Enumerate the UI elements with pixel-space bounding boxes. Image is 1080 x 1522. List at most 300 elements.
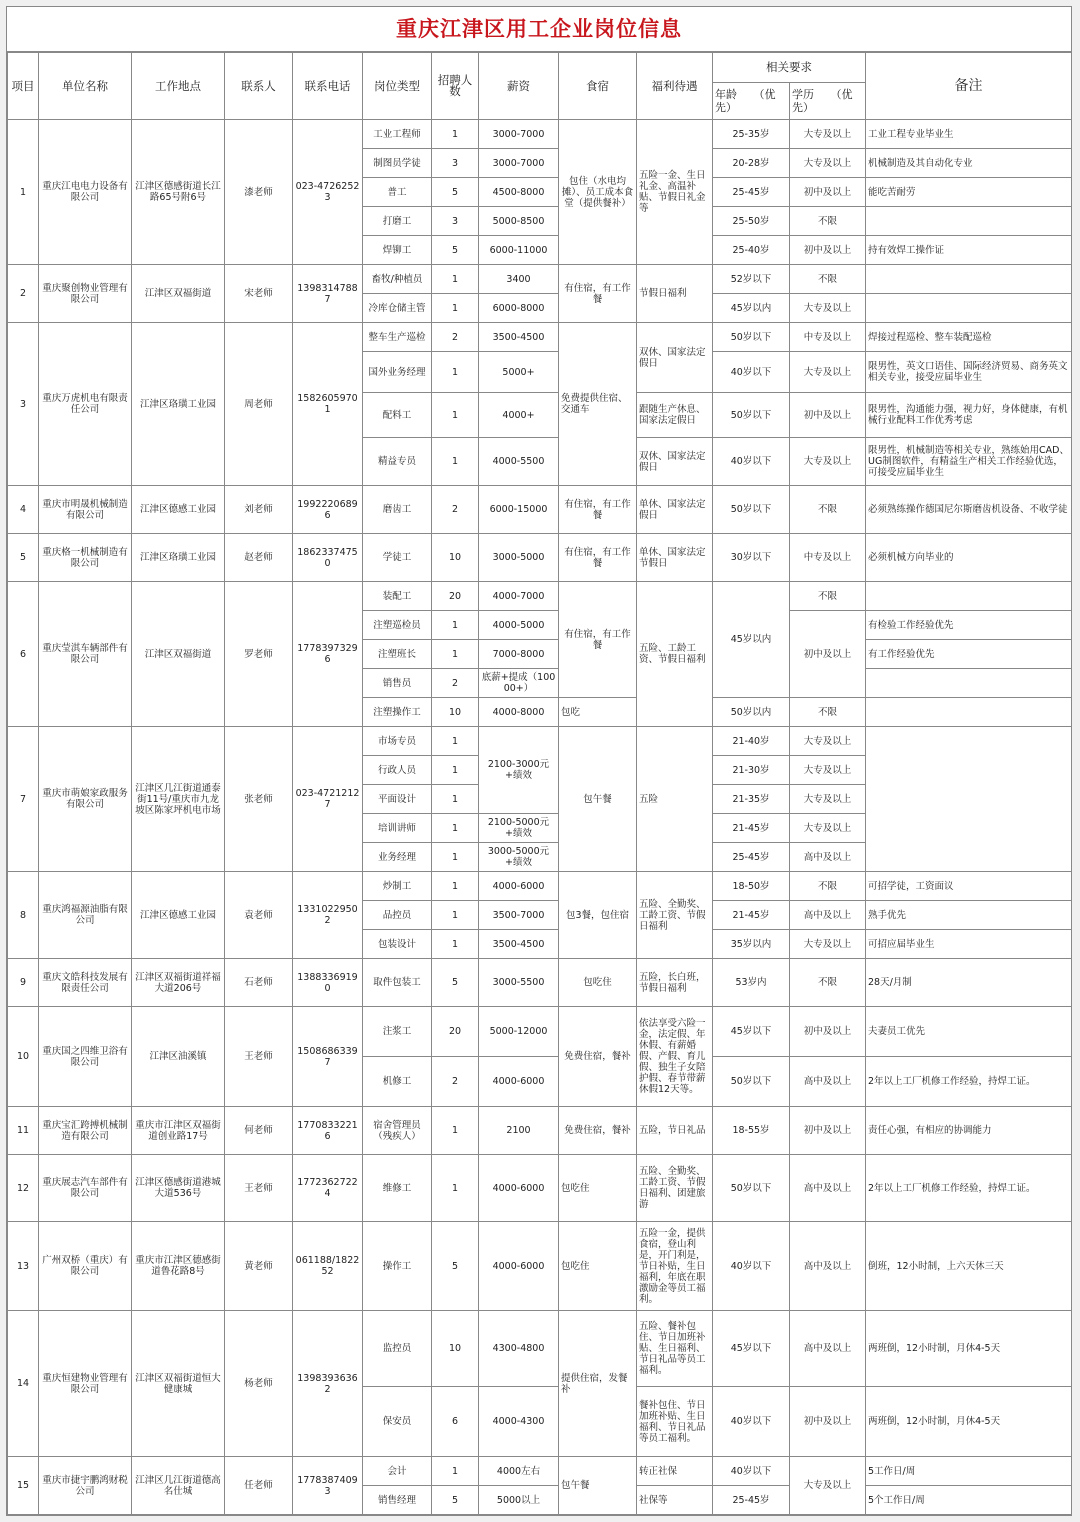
job-type: 焊铆工 <box>363 236 432 265</box>
row-idx: 7 <box>8 727 39 872</box>
job-type: 配料工 <box>363 393 432 438</box>
hire-count: 1 <box>432 393 479 438</box>
age-requirement: 25-35岁 <box>713 120 790 149</box>
note: 有检验工作经验优先 <box>866 611 1072 640</box>
row-idx: 2 <box>8 265 39 323</box>
age-requirement: 18-50岁 <box>713 872 790 901</box>
contact-phone: 17723627224 <box>293 1155 363 1222</box>
note: 机械制造及其自动化专业 <box>866 149 1072 178</box>
age-requirement: 21-45岁 <box>713 901 790 930</box>
company-name: 重庆市捷宇鹏鸿财税公司 <box>39 1457 132 1515</box>
hire-count: 1 <box>432 843 479 872</box>
edu-requirement: 初中及以上 <box>790 1387 866 1457</box>
edu-requirement: 初中及以上 <box>790 178 866 207</box>
work-location: 江津区几江街道德高名仕城 <box>132 1457 225 1515</box>
edu-requirement: 初中及以上 <box>790 611 866 698</box>
salary: 3500-7000 <box>479 901 559 930</box>
work-location: 江津区双福街道 <box>132 582 225 727</box>
welfare: 单休、国家法定节假日 <box>637 534 713 582</box>
note: 限男性，机械制造等相关专业，熟练始用CAD、UG制图软件，有精益生产相关工作经验优选，可接受应届毕业生 <box>866 438 1072 486</box>
edu-requirement: 大专及以上 <box>790 352 866 393</box>
note <box>866 698 1072 727</box>
work-location: 江津区德感工业园 <box>132 486 225 534</box>
hire-count: 1 <box>432 352 479 393</box>
note <box>866 265 1072 294</box>
board-lodging: 包午餐 <box>559 1457 637 1515</box>
hire-count: 2 <box>432 323 479 352</box>
row-idx: 4 <box>8 486 39 534</box>
salary: 4000-6000 <box>479 1155 559 1222</box>
hire-count: 1 <box>432 727 479 756</box>
job-type: 行政人员 <box>363 756 432 785</box>
header-location: 工作地点 <box>132 53 225 120</box>
company-name: 重庆格一机械制造有限公司 <box>39 534 132 582</box>
age-requirement: 21-40岁 <box>713 727 790 756</box>
edu-requirement: 高中及以上 <box>790 1311 866 1387</box>
edu-requirement: 大专及以上 <box>790 785 866 814</box>
edu-requirement: 不限 <box>790 207 866 236</box>
company-name: 广州双桥（重庆）有限公司 <box>39 1222 132 1311</box>
hire-count: 5 <box>432 1486 479 1515</box>
note: 倒班，12小时制，上六天休三天 <box>866 1222 1072 1311</box>
company-name: 重庆莹淇车辆部件有限公司 <box>39 582 132 727</box>
header-phone: 联系电话 <box>293 53 363 120</box>
note: 有工作经验优先 <box>866 640 1072 669</box>
work-location: 江津区油溪镇 <box>132 1007 225 1107</box>
hire-count: 1 <box>432 756 479 785</box>
hire-count: 3 <box>432 149 479 178</box>
edu-requirement: 大专及以上 <box>790 814 866 843</box>
hire-count: 5 <box>432 236 479 265</box>
job-type: 制图员学徒 <box>363 149 432 178</box>
note <box>866 294 1072 323</box>
note: 熟手优先 <box>866 901 1072 930</box>
board-lodging: 免费住宿，餐补 <box>559 1007 637 1107</box>
contact-person: 宋老师 <box>225 265 293 323</box>
note: 2年以上工厂机修工作经验，持焊工证。 <box>866 1057 1072 1107</box>
work-location: 江津区德感街道港城大道536号 <box>132 1155 225 1222</box>
hire-count: 3 <box>432 207 479 236</box>
contact-phone: 17783973296 <box>293 582 363 727</box>
edu-requirement: 不限 <box>790 265 866 294</box>
salary: 5000-12000 <box>479 1007 559 1057</box>
contact-person: 黄老师 <box>225 1222 293 1311</box>
work-location: 江津区德感街道长江路65号附6号 <box>132 120 225 265</box>
age-requirement: 25-50岁 <box>713 207 790 236</box>
contact-phone: 17783874093 <box>293 1457 363 1515</box>
hire-count: 1 <box>432 640 479 669</box>
header-note: 备注 <box>866 53 1072 120</box>
age-requirement: 40岁以下 <box>713 1457 790 1486</box>
salary: 3000-7000 <box>479 149 559 178</box>
salary: 6000-15000 <box>479 486 559 534</box>
contact-phone: 13983936362 <box>293 1311 363 1457</box>
contact-phone: 13310229502 <box>293 872 363 959</box>
job-type: 宿舍管理员（残疾人） <box>363 1107 432 1155</box>
note: 焊接过程巡检、整车装配巡检 <box>866 323 1072 352</box>
salary: 4000-7000 <box>479 582 559 611</box>
company-name: 重庆文皓科技发展有限责任公司 <box>39 959 132 1007</box>
note: 必须机械方向毕业的 <box>866 534 1072 582</box>
edu-requirement: 大专及以上 <box>790 120 866 149</box>
salary: 3400 <box>479 265 559 294</box>
job-type: 畜牧/种植员 <box>363 265 432 294</box>
age-requirement: 45岁以内 <box>713 582 790 698</box>
age-requirement: 35岁以内 <box>713 930 790 959</box>
row-idx: 15 <box>8 1457 39 1515</box>
board-lodging: 免费提供住宿、交通车 <box>559 323 637 486</box>
hire-count: 1 <box>432 872 479 901</box>
edu-requirement: 不限 <box>790 698 866 727</box>
hire-count: 1 <box>432 814 479 843</box>
company-name: 重庆国之四维卫浴有限公司 <box>39 1007 132 1107</box>
job-type: 注塑班长 <box>363 640 432 669</box>
work-location: 重庆市江津区德感街道鲁花路8号 <box>132 1222 225 1311</box>
hire-count: 1 <box>432 1457 479 1486</box>
hire-count: 6 <box>432 1387 479 1457</box>
age-requirement: 50岁以下 <box>713 486 790 534</box>
row-idx: 5 <box>8 534 39 582</box>
contact-person: 杨老师 <box>225 1311 293 1457</box>
job-type: 平面设计 <box>363 785 432 814</box>
salary: 4000+ <box>479 393 559 438</box>
contact-person: 赵老师 <box>225 534 293 582</box>
edu-requirement: 不限 <box>790 582 866 611</box>
salary: 6000-8000 <box>479 294 559 323</box>
age-requirement: 40岁以下 <box>713 352 790 393</box>
note: 责任心强，有相应的协调能力 <box>866 1107 1072 1155</box>
job-type: 炒制工 <box>363 872 432 901</box>
row-idx: 6 <box>8 582 39 727</box>
salary: 4000左右 <box>479 1457 559 1486</box>
contact-phone: 13883369190 <box>293 959 363 1007</box>
contact-person: 罗老师 <box>225 582 293 727</box>
hire-count: 5 <box>432 178 479 207</box>
hire-count: 2 <box>432 669 479 698</box>
contact-person: 周老师 <box>225 323 293 486</box>
job-type: 注塑操作工 <box>363 698 432 727</box>
salary: 4500-8000 <box>479 178 559 207</box>
contact-person: 任老师 <box>225 1457 293 1515</box>
contact-person: 漆老师 <box>225 120 293 265</box>
contact-person: 袁老师 <box>225 872 293 959</box>
note <box>866 207 1072 236</box>
page-title: 重庆江津区用工企业岗位信息 <box>7 7 1071 52</box>
company-name: 重庆展志汽车部件有限公司 <box>39 1155 132 1222</box>
hire-count: 2 <box>432 486 479 534</box>
note: 两班倒，12小时制，月休4-5天 <box>866 1387 1072 1457</box>
job-type: 精益专员 <box>363 438 432 486</box>
age-requirement: 21-30岁 <box>713 756 790 785</box>
note: 夫妻员工优先 <box>866 1007 1072 1057</box>
contact-phone: 061188/182252 <box>293 1222 363 1311</box>
age-requirement: 25-45岁 <box>713 178 790 207</box>
hire-count: 1 <box>432 785 479 814</box>
age-requirement: 50岁以下 <box>713 1057 790 1107</box>
board-lodging: 包3餐，包住宿 <box>559 872 637 959</box>
hire-count: 1 <box>432 265 479 294</box>
welfare: 五险、餐补包住、节日加班补贴、生日福利、节日礼品等员工福利。 <box>637 1311 713 1387</box>
job-type: 会计 <box>363 1457 432 1486</box>
welfare: 五险一金，提供食宿，登山利是，开门利是，节日补贴，生日福利，年底在职激励金等员工福利。 <box>637 1222 713 1311</box>
salary: 4000-4300 <box>479 1387 559 1457</box>
row-idx: 3 <box>8 323 39 486</box>
board-lodging: 提供住宿，发餐补 <box>559 1311 637 1457</box>
row-idx: 8 <box>8 872 39 959</box>
edu-requirement: 初中及以上 <box>790 236 866 265</box>
contact-phone: 17708332216 <box>293 1107 363 1155</box>
age-requirement: 40岁以下 <box>713 1222 790 1311</box>
job-type: 取件包装工 <box>363 959 432 1007</box>
job-type: 包装设计 <box>363 930 432 959</box>
row-idx: 12 <box>8 1155 39 1222</box>
header-company: 单位名称 <box>39 53 132 120</box>
contact-person: 王老师 <box>225 1155 293 1222</box>
job-type: 冷库仓储主管 <box>363 294 432 323</box>
welfare: 五险 <box>637 727 713 872</box>
note <box>866 669 1072 698</box>
job-type: 机修工 <box>363 1057 432 1107</box>
edu-requirement: 高中及以上 <box>790 901 866 930</box>
company-name: 重庆宝汇跨搏机械制造有限公司 <box>39 1107 132 1155</box>
note: 两班倒，12小时制，月休4-5天 <box>866 1311 1072 1387</box>
work-location: 江津区双福街道祥福大道206号 <box>132 959 225 1007</box>
job-type: 打磨工 <box>363 207 432 236</box>
company-name: 重庆万虎机电有限责任公司 <box>39 323 132 486</box>
age-requirement: 25-45岁 <box>713 1486 790 1515</box>
edu-requirement: 大专及以上 <box>790 727 866 756</box>
board-lodging: 包住（水电均摊）、员工成本食堂（提供餐补） <box>559 120 637 265</box>
work-location: 江津区几江街道通泰街11号/重庆市九龙坡区陈家坪机电市场 <box>132 727 225 872</box>
age-requirement: 50岁以内 <box>713 698 790 727</box>
job-type: 保安员 <box>363 1387 432 1457</box>
salary: 底薪+提成（10000+） <box>479 669 559 698</box>
edu-requirement: 初中及以上 <box>790 393 866 438</box>
contact-phone: 15086863397 <box>293 1007 363 1107</box>
welfare: 单休、国家法定假日 <box>637 486 713 534</box>
company-name: 重庆市萌娘家政服务有限公司 <box>39 727 132 872</box>
salary: 5000+ <box>479 352 559 393</box>
job-type: 整车生产巡检 <box>363 323 432 352</box>
welfare: 依法享受六险一金，法定假、年休假、有薪婚假、产假、育儿假、独生子女陪护假、春节带薪休假12天等。 <box>637 1007 713 1107</box>
row-idx: 10 <box>8 1007 39 1107</box>
contact-person: 刘老师 <box>225 486 293 534</box>
job-type: 注塑巡检员 <box>363 611 432 640</box>
age-requirement: 50岁以下 <box>713 393 790 438</box>
contact-phone: 023-47262523 <box>293 120 363 265</box>
board-lodging: 包吃住 <box>559 959 637 1007</box>
note <box>866 582 1072 611</box>
hire-count: 2 <box>432 1057 479 1107</box>
welfare: 五险、全勤奖、工龄工资、节假日福利、团建旅游 <box>637 1155 713 1222</box>
job-type: 操作工 <box>363 1222 432 1311</box>
note: 能吃苦耐劳 <box>866 178 1072 207</box>
board-lodging: 有住宿，有工作餐 <box>559 265 637 323</box>
welfare: 餐补包住、节日加班补贴、生日福利、节日礼品等员工福利。 <box>637 1387 713 1457</box>
edu-requirement: 高中及以上 <box>790 1222 866 1311</box>
age-requirement: 52岁以下 <box>713 265 790 294</box>
job-type: 品控员 <box>363 901 432 930</box>
job-type: 监控员 <box>363 1311 432 1387</box>
hire-count: 1 <box>432 438 479 486</box>
row-idx: 1 <box>8 120 39 265</box>
job-type: 装配工 <box>363 582 432 611</box>
note: 5个工作日/周 <box>866 1486 1072 1515</box>
contact-phone: 13983147887 <box>293 265 363 323</box>
welfare: 节假日福利 <box>637 265 713 323</box>
hire-count: 20 <box>432 1007 479 1057</box>
contact-phone: 19922206896 <box>293 486 363 534</box>
job-type: 维修工 <box>363 1155 432 1222</box>
note: 必须熟练操作德国尼尔斯磨齿机设备、不收学徒 <box>866 486 1072 534</box>
note: 可招应届毕业生 <box>866 930 1072 959</box>
salary: 3500-4500 <box>479 930 559 959</box>
salary: 4000-6000 <box>479 1057 559 1107</box>
welfare: 转正社保 <box>637 1457 713 1486</box>
work-location: 江津区双福街道恒大健康城 <box>132 1311 225 1457</box>
edu-requirement: 大专及以上 <box>790 149 866 178</box>
contact-phone: 15826059701 <box>293 323 363 486</box>
job-type: 注浆工 <box>363 1007 432 1057</box>
salary: 2100 <box>479 1107 559 1155</box>
company-name: 重庆市明晟机械制造有限公司 <box>39 486 132 534</box>
header-salary: 薪资 <box>479 53 559 120</box>
hire-count: 5 <box>432 959 479 1007</box>
edu-requirement: 初中及以上 <box>790 1007 866 1057</box>
hire-count: 1 <box>432 1107 479 1155</box>
age-requirement: 53岁内 <box>713 959 790 1007</box>
job-type: 销售经理 <box>363 1486 432 1515</box>
hire-count: 1 <box>432 901 479 930</box>
salary: 7000-8000 <box>479 640 559 669</box>
header-idx: 项目 <box>8 53 39 120</box>
salary: 4000-5500 <box>479 438 559 486</box>
age-requirement: 50岁以下 <box>713 1155 790 1222</box>
age-requirement: 25-45岁 <box>713 843 790 872</box>
salary: 2100-5000元+绩效 <box>479 814 559 843</box>
job-type: 工业工程师 <box>363 120 432 149</box>
job-type: 培训讲师 <box>363 814 432 843</box>
age-requirement: 18-55岁 <box>713 1107 790 1155</box>
salary: 4000-5000 <box>479 611 559 640</box>
header-board: 食宿 <box>559 53 637 120</box>
edu-requirement: 高中及以上 <box>790 1057 866 1107</box>
job-type: 市场专员 <box>363 727 432 756</box>
board-lodging: 包吃住 <box>559 1155 637 1222</box>
hire-count: 10 <box>432 534 479 582</box>
edu-requirement: 不限 <box>790 872 866 901</box>
edu-requirement: 大专及以上 <box>790 756 866 785</box>
work-location: 江津区珞璜工业园 <box>132 323 225 486</box>
row-idx: 13 <box>8 1222 39 1311</box>
board-lodging: 包吃住 <box>559 1222 637 1311</box>
age-requirement: 50岁以下 <box>713 323 790 352</box>
age-requirement: 21-45岁 <box>713 814 790 843</box>
hire-count: 20 <box>432 582 479 611</box>
contact-person: 石老师 <box>225 959 293 1007</box>
age-requirement: 30岁以下 <box>713 534 790 582</box>
hire-count: 1 <box>432 294 479 323</box>
job-type: 学徒工 <box>363 534 432 582</box>
company-name: 重庆恒建物业管理有限公司 <box>39 1311 132 1457</box>
note: 限男性，英文口语佳、国际经济贸易、商务英文相关专业，接受应届毕业生 <box>866 352 1072 393</box>
note: 持有效焊工操作证 <box>866 236 1072 265</box>
company-name: 重庆聚创物业管理有限公司 <box>39 265 132 323</box>
edu-requirement: 大专及以上 <box>790 294 866 323</box>
edu-requirement: 大专及以上 <box>790 1457 866 1515</box>
salary: 3500-4500 <box>479 323 559 352</box>
contact-person: 张老师 <box>225 727 293 872</box>
salary: 5000以上 <box>479 1486 559 1515</box>
note: 可招学徒，工资面议 <box>866 872 1072 901</box>
row-idx: 14 <box>8 1311 39 1457</box>
work-location: 重庆市江津区双福街道创业路17号 <box>132 1107 225 1155</box>
job-type: 业务经理 <box>363 843 432 872</box>
header-edu: 学历 （优先） <box>790 83 866 120</box>
job-info-sheet <box>6 6 1072 1516</box>
salary: 6000-11000 <box>479 236 559 265</box>
age-requirement: 21-35岁 <box>713 785 790 814</box>
note: 28天/月制 <box>866 959 1072 1007</box>
hire-count: 1 <box>432 1155 479 1222</box>
board-lodging: 有住宿，有工作餐 <box>559 486 637 534</box>
work-location: 江津区德感工业园 <box>132 872 225 959</box>
salary: 4000-6000 <box>479 1222 559 1311</box>
job-type: 普工 <box>363 178 432 207</box>
company-name: 重庆鸿福源油脂有限公司 <box>39 872 132 959</box>
note: 5工作日/周 <box>866 1457 1072 1486</box>
header-job: 岗位类型 <box>363 53 432 120</box>
note: 2年以上工厂机修工作经验，持焊工证。 <box>866 1155 1072 1222</box>
header-count: 招聘人数 <box>432 53 479 120</box>
hire-count: 1 <box>432 611 479 640</box>
welfare: 五险一金、生日礼金、高温补贴、节假日礼金等 <box>637 120 713 265</box>
work-location: 江津区珞璜工业园 <box>132 534 225 582</box>
age-requirement: 40岁以下 <box>713 1387 790 1457</box>
contact-person: 何老师 <box>225 1107 293 1155</box>
work-location: 江津区双福街道 <box>132 265 225 323</box>
salary: 5000-8500 <box>479 207 559 236</box>
contact-phone: 18623374750 <box>293 534 363 582</box>
contact-phone: 023-47212127 <box>293 727 363 872</box>
job-type: 销售员 <box>363 669 432 698</box>
hire-count: 10 <box>432 698 479 727</box>
salary: 2100-3000元+绩效 <box>479 727 559 814</box>
edu-requirement: 初中及以上 <box>790 1107 866 1155</box>
header-contact: 联系人 <box>225 53 293 120</box>
welfare: 五险、工龄工资、节假日福利 <box>637 582 713 727</box>
welfare: 五险、全勤奖、工龄工资、节假日福利 <box>637 872 713 959</box>
board-lodging: 有住宿，有工作餐 <box>559 582 637 698</box>
header-requirements: 相关要求 <box>713 53 866 83</box>
salary: 3000-5500 <box>479 959 559 1007</box>
job-type: 磨齿工 <box>363 486 432 534</box>
edu-requirement: 大专及以上 <box>790 438 866 486</box>
company-name: 重庆江电电力设备有限公司 <box>39 120 132 265</box>
header-age: 年龄 （优先） <box>713 83 790 120</box>
edu-requirement: 中专及以上 <box>790 323 866 352</box>
welfare: 跟随生产休息、国家法定假日 <box>637 393 713 438</box>
board-lodging: 有住宿，有工作餐 <box>559 534 637 582</box>
age-requirement: 45岁以内 <box>713 294 790 323</box>
age-requirement: 20-28岁 <box>713 149 790 178</box>
note: 限男性，沟通能力强，视力好，身体健康，有机械行业配料工作优秀考虑 <box>866 393 1072 438</box>
hire-count: 1 <box>432 120 479 149</box>
hire-count: 1 <box>432 930 479 959</box>
welfare: 双休、国家法定假日 <box>637 323 713 393</box>
note: 工业工程专业毕业生 <box>866 120 1072 149</box>
salary: 4300-4800 <box>479 1311 559 1387</box>
